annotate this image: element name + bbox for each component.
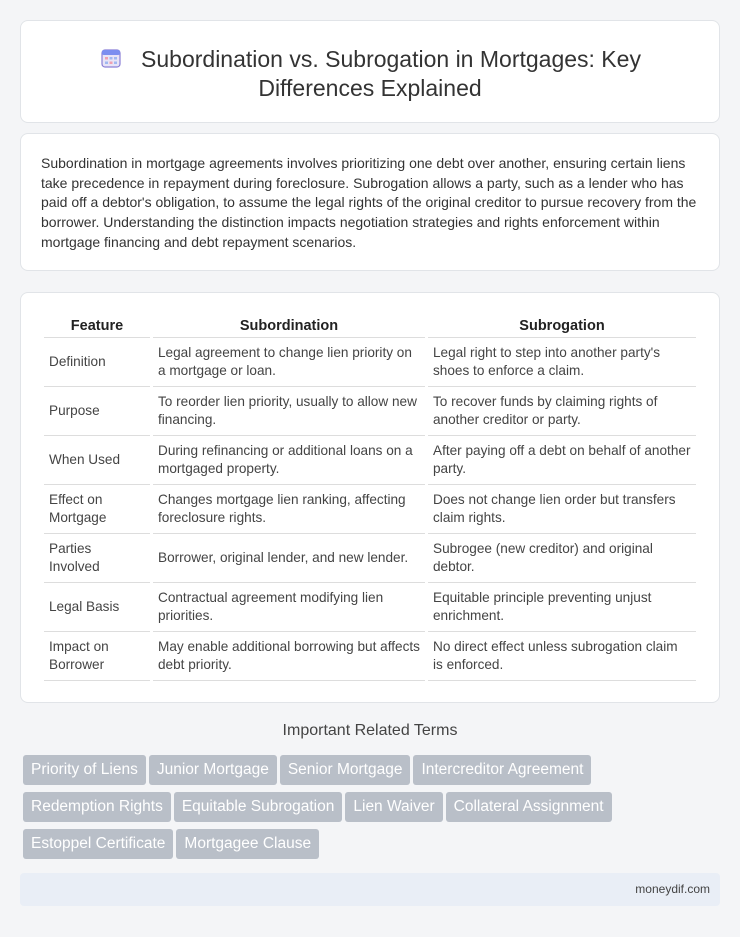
subrogation-cell: Does not change lien order but transfers claim rights. [428, 485, 696, 534]
calendar-icon [99, 46, 123, 70]
subrogation-cell: Equitable principle preventing unjust enrichment. [428, 583, 696, 632]
subordination-cell: Changes mortgage lien ranking, affecting foreclosure rights. [153, 485, 425, 534]
tag-priority-of-liens[interactable]: Priority of Liens [23, 755, 146, 785]
table-row [44, 338, 696, 387]
intro-card [20, 133, 720, 271]
tag-senior-mortgage[interactable]: Senior Mortgage [280, 755, 411, 785]
footer-site-link[interactable]: moneydif.com [635, 882, 710, 896]
tag-estoppel-certificate[interactable]: Estoppel Certificate [23, 829, 173, 859]
header-subrogation: Subrogation [428, 315, 696, 338]
subordination-cell: May enable additional borrowing but affects debt priority. [153, 632, 425, 681]
table-row [44, 436, 696, 485]
tag-equitable-subrogation[interactable]: Equitable Subrogation [174, 792, 343, 822]
tag-row [23, 755, 723, 792]
subordination-cell: During refinancing or additional loans on a mortgaged property. [153, 436, 425, 485]
feature-cell: Definition [44, 338, 150, 387]
title-line-1: Subordination vs. Subrogation in Mortgages: Key [141, 46, 641, 72]
table-row [44, 387, 696, 436]
comparison-table [41, 315, 699, 681]
title-line-2: Differences Explained [258, 75, 482, 101]
feature-cell: When Used [44, 436, 150, 485]
table-row [44, 534, 696, 583]
subordination-cell: To reorder lien priority, usually to allow new financing. [153, 387, 425, 436]
header-feature: Feature [44, 315, 150, 338]
subrogation-cell: Subrogee (new creditor) and original debtor. [428, 534, 696, 583]
related-terms-heading: Important Related Terms [282, 722, 458, 739]
feature-cell: Legal Basis [44, 583, 150, 632]
tag-row [23, 792, 723, 829]
subrogation-cell: No direct effect unless subrogation claim is enforced. [428, 632, 696, 681]
feature-cell: Parties Involved [44, 534, 150, 583]
table-row [44, 485, 696, 534]
feature-cell: Impact on Borrower [44, 632, 150, 681]
related-terms-tags [23, 755, 723, 866]
subordination-cell: Legal agreement to change lien priority on a mortgage or loan. [153, 338, 425, 387]
tag-mortgagee-clause[interactable]: Mortgagee Clause [176, 829, 319, 859]
tag-collateral-assignment[interactable]: Collateral Assignment [446, 792, 612, 822]
tag-redemption-rights[interactable]: Redemption Rights [23, 792, 171, 822]
subrogation-cell: Legal right to step into another party's shoes to enforce a claim. [428, 338, 696, 387]
table-row [44, 583, 696, 632]
tag-junior-mortgage[interactable]: Junior Mortgage [149, 755, 277, 785]
header-subordination: Subordination [153, 315, 425, 338]
page-title [21, 45, 719, 103]
footer [20, 873, 720, 906]
subordination-cell: Borrower, original lender, and new lender. [153, 534, 425, 583]
tag-intercreditor-agreement[interactable]: Intercreditor Agreement [413, 755, 591, 785]
tag-lien-waiver[interactable]: Lien Waiver [345, 792, 442, 822]
tag-row [23, 829, 723, 866]
subrogation-cell: To recover funds by claiming rights of another creditor or party. [428, 387, 696, 436]
title-card [20, 20, 720, 123]
intro-paragraph: Subordination in mortgage agreements involves prioritizing one debt over another, ensuring certain liens take precedence in repayment during foreclosure. Subrogation allows a party, such as a lender who has paid off a debtor's obligation, to assume the legal rights of the original creditor to pursue recovery from the borrower. Understanding the distinction impacts negotiation strategies and rights enforcement within mortgage financing and debt repayment scenarios. [41, 155, 697, 250]
subrogation-cell: After paying off a debt on behalf of another party. [428, 436, 696, 485]
table-header-row [44, 315, 696, 338]
feature-cell: Effect on Mortgage [44, 485, 150, 534]
comparison-card [20, 292, 720, 703]
table-row [44, 632, 696, 681]
subordination-cell: Contractual agreement modifying lien priorities. [153, 583, 425, 632]
feature-cell: Purpose [44, 387, 150, 436]
